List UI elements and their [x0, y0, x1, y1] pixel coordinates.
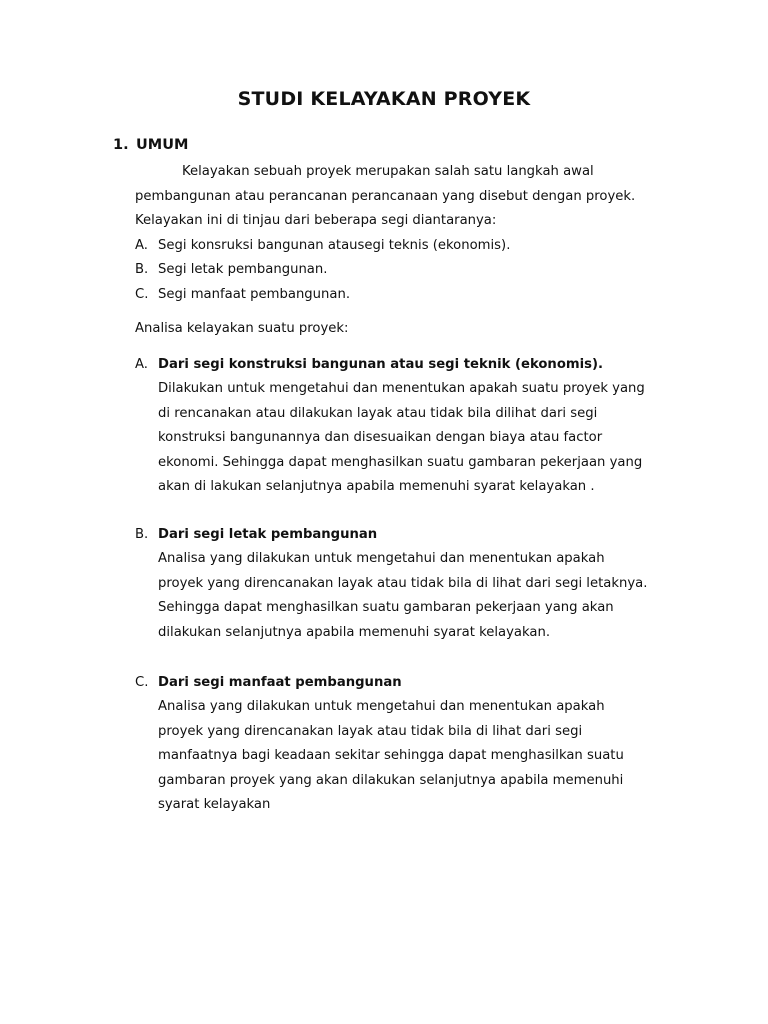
- body-line: gambaran proyek yang akan dilakukan selanjutnya apabila memenuhi: [158, 772, 624, 788]
- subsection-heading: [135, 353, 695, 377]
- subsection-body: [135, 695, 695, 817]
- subsection-benefit: [135, 671, 695, 817]
- section-heading: [113, 137, 188, 153]
- subsection-body: [135, 547, 695, 645]
- criteria-marker: C.: [135, 286, 149, 302]
- criteria-text: Segi letak pembangunan.: [158, 262, 328, 277]
- criteria-marker: A.: [135, 237, 148, 253]
- subsection-marker: A.: [135, 357, 148, 372]
- body-line: Sehingga dapat menghasilkan suatu gambaran pekerjaan yang akan: [158, 600, 614, 616]
- subsection-heading: [135, 523, 695, 547]
- subsection-location: [135, 523, 695, 645]
- body-line: ekonomi. Sehingga dapat menghasilkan suatu gambaran pekerjaan yang: [158, 454, 643, 470]
- subsection-heading-text: Dari segi letak pembangunan: [158, 527, 378, 542]
- body-line: Analisa yang dilakukan untuk mengetahui dan menentukan apakah: [158, 699, 605, 715]
- body-line: Dilakukan untuk mengetahui dan menentukan apakah suatu proyek yang: [158, 381, 645, 397]
- subsection-body: [135, 377, 695, 499]
- section-number: 1.: [113, 137, 129, 153]
- document-title: STUDI KELAYAKAN PROYEK: [237, 88, 531, 110]
- criteria-marker: B.: [135, 262, 149, 277]
- criteria-item: [135, 283, 695, 308]
- section-heading-text: UMUM: [136, 137, 189, 153]
- criteria-text: Segi manfaat pembangunan.: [158, 286, 351, 302]
- body-line: dilakukan selanjutnya apabila memenuhi syarat kelayakan.: [158, 624, 551, 640]
- body-line: proyek yang direncanakan layak atau tidak bila di lihat dari segi letaknya.: [158, 575, 648, 591]
- criteria-item: [135, 258, 695, 283]
- body-line: di rencanakan atau dilakukan layak atau tidak bila dilihat dari segi: [158, 405, 598, 421]
- criteria-list: [135, 234, 695, 308]
- body-line: konstruksi bangunannya dan disesuaikan dengan biaya atau factor: [158, 430, 603, 446]
- criteria-text: Segi konsruksi bangunan atausegi teknis (ekonomis).: [158, 237, 511, 253]
- body-line: Analisa yang dilakukan untuk mengetahui dan menentukan apakah: [158, 551, 605, 567]
- subsection-heading-text: Dari segi manfaat pembangunan: [158, 675, 402, 690]
- intro-line: Kelayakan sebuah proyek merupakan salah satu langkah awal: [182, 164, 594, 179]
- intro-line: Kelayakan ini di tinjau dari beberapa segi diantaranya:: [135, 213, 497, 228]
- body-line: manfaatnya bagi keadaan sekitar sehingga dapat menghasilkan suatu: [158, 748, 624, 764]
- analysis-label: Analisa kelayakan suatu proyek:: [135, 321, 349, 336]
- criteria-item: [135, 234, 695, 259]
- subsection-heading-text: Dari segi konstruksi bangunan atau segi teknik (ekonomis).: [158, 357, 604, 372]
- subsection-construction: [135, 353, 695, 499]
- subsection-heading: [135, 671, 695, 695]
- body-line: syarat kelayakan: [158, 797, 271, 813]
- body-line: proyek yang direncanakan layak atau tidak bila di lihat dari segi: [158, 723, 583, 739]
- intro-line: pembangunan atau perancanan perancanaan yang disebut dengan proyek.: [135, 188, 636, 204]
- subsection-marker: C.: [135, 675, 149, 690]
- body-line: akan di lakukan selanjutnya apabila memenuhi syarat kelayakan .: [158, 479, 595, 495]
- subsection-marker: B.: [135, 527, 149, 542]
- intro-block: [135, 160, 695, 307]
